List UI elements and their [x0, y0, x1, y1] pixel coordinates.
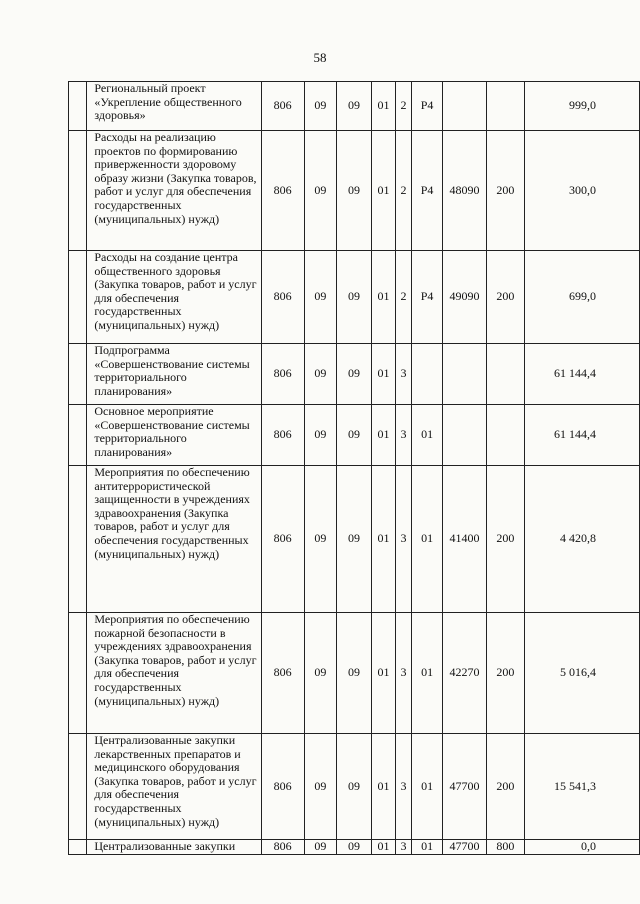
- cell-ministry-code: 806: [261, 251, 304, 344]
- table-row: [69, 840, 640, 855]
- blank-cell: [69, 840, 87, 855]
- cell-subprogram: 3: [395, 466, 412, 613]
- cell-section: 09: [304, 840, 336, 855]
- cell-section: 09: [304, 613, 336, 734]
- cell-program: 01: [372, 82, 396, 131]
- cell-expense-type: [487, 405, 524, 466]
- table-row: [69, 344, 640, 405]
- cell-subsection: 09: [336, 251, 371, 344]
- cell-section: 09: [304, 82, 336, 131]
- cell-subprogram: 2: [395, 251, 412, 344]
- page-number: 58: [313, 50, 327, 65]
- cell-activity: P4: [412, 251, 442, 344]
- cell-subsection: 09: [336, 131, 371, 251]
- cell-ministry-code: 806: [261, 613, 304, 734]
- cell-ministry-code: 806: [261, 840, 304, 855]
- cell-direction: [442, 344, 487, 405]
- budget-table: [68, 81, 640, 855]
- cell-amount: 15 541,3: [524, 734, 639, 840]
- cell-subsection: 09: [336, 613, 371, 734]
- cell-amount: 61 144,4: [524, 405, 639, 466]
- cell-expense-type: 200: [487, 734, 524, 840]
- cell-direction: 47700: [442, 840, 487, 855]
- cell-amount: 0,0: [524, 840, 639, 855]
- blank-cell: [69, 131, 87, 251]
- cell-expense-type: [487, 344, 524, 405]
- cell-expense-type: 200: [487, 466, 524, 613]
- cell-amount: 61 144,4: [524, 344, 639, 405]
- row-name: Региональный проект «Укрепление общественного здоровья»: [87, 82, 261, 131]
- cell-subprogram: 3: [395, 405, 412, 466]
- cell-program: 01: [372, 405, 396, 466]
- cell-activity: [412, 344, 442, 405]
- table-row: [69, 613, 640, 734]
- cell-subsection: 09: [336, 840, 371, 855]
- row-name: Расходы на создание центра общественного здоровья (Закупка товаров, работ и услуг для обеспечения государственных (муниципальных) нужд): [87, 251, 261, 344]
- table-row: [69, 131, 640, 251]
- row-name: Централизованные закупки лекарственных препаратов и медицинского оборудования (Закупка товаров, работ и услуг для обеспечения государственных (муниципальных) нужд): [87, 734, 261, 840]
- cell-subprogram: 3: [395, 613, 412, 734]
- cell-program: 01: [372, 344, 396, 405]
- cell-expense-type: 800: [487, 840, 524, 855]
- cell-subprogram: 2: [395, 131, 412, 251]
- cell-subprogram: 3: [395, 840, 412, 855]
- cell-expense-type: 200: [487, 251, 524, 344]
- blank-cell: [69, 613, 87, 734]
- row-name: Централизованные закупки: [87, 840, 261, 855]
- blank-cell: [69, 251, 87, 344]
- table-row: [69, 734, 640, 840]
- cell-activity: 01: [412, 466, 442, 613]
- cell-section: 09: [304, 466, 336, 613]
- cell-direction: 49090: [442, 251, 487, 344]
- cell-section: 09: [304, 405, 336, 466]
- cell-direction: [442, 405, 487, 466]
- blank-cell: [69, 466, 87, 613]
- cell-direction: 47700: [442, 734, 487, 840]
- cell-activity: P4: [412, 131, 442, 251]
- cell-section: 09: [304, 251, 336, 344]
- cell-subsection: 09: [336, 734, 371, 840]
- cell-subprogram: 3: [395, 344, 412, 405]
- table-row: [69, 82, 640, 131]
- cell-direction: 42270: [442, 613, 487, 734]
- cell-program: 01: [372, 466, 396, 613]
- cell-section: 09: [304, 131, 336, 251]
- table-row: [69, 405, 640, 466]
- cell-subsection: 09: [336, 405, 371, 466]
- cell-section: 09: [304, 344, 336, 405]
- cell-program: 01: [372, 613, 396, 734]
- cell-ministry-code: 806: [261, 734, 304, 840]
- row-name: Расходы на реализацию проектов по формированию приверженности здоровому образу жизни (Закупка товаров, работ и услуг для обеспечения государственных (муниципальных) нужд): [87, 131, 261, 251]
- row-name: Мероприятия по обеспечению антитеррористической защищенности в учреждениях здравоохранения (Закупка товаров, работ и услуг для обеспечения государственных (муниципальных) нужд): [87, 466, 261, 613]
- cell-subsection: 09: [336, 344, 371, 405]
- cell-section: 09: [304, 734, 336, 840]
- cell-ministry-code: 806: [261, 131, 304, 251]
- blank-cell: [69, 405, 87, 466]
- cell-activity: 01: [412, 840, 442, 855]
- blank-cell: [69, 734, 87, 840]
- cell-program: 01: [372, 251, 396, 344]
- table-row: [69, 251, 640, 344]
- row-name: Подпрограмма «Совершенствование системы территориального планирования»: [87, 344, 261, 405]
- cell-program: 01: [372, 734, 396, 840]
- blank-cell: [69, 344, 87, 405]
- table-row: [69, 466, 640, 613]
- cell-activity: 01: [412, 405, 442, 466]
- cell-activity: P4: [412, 82, 442, 131]
- cell-program: 01: [372, 131, 396, 251]
- cell-subprogram: 2: [395, 82, 412, 131]
- cell-subprogram: 3: [395, 734, 412, 840]
- cell-activity: 01: [412, 613, 442, 734]
- cell-expense-type: [487, 82, 524, 131]
- row-name: Мероприятия по обеспечению пожарной безопасности в учреждениях здравоохранения (Закупка товаров, работ и услуг для обеспечения государственных (муниципальных) нужд): [87, 613, 261, 734]
- cell-activity: 01: [412, 734, 442, 840]
- cell-ministry-code: 806: [261, 344, 304, 405]
- cell-amount: 4 420,8: [524, 466, 639, 613]
- cell-direction: [442, 82, 487, 131]
- cell-ministry-code: 806: [261, 466, 304, 613]
- cell-amount: 5 016,4: [524, 613, 639, 734]
- cell-expense-type: 200: [487, 613, 524, 734]
- cell-ministry-code: 806: [261, 405, 304, 466]
- row-name: Основное мероприятие «Совершенствование системы территориального планирования»: [87, 405, 261, 466]
- cell-ministry-code: 806: [261, 82, 304, 131]
- cell-direction: 41400: [442, 466, 487, 613]
- cell-subsection: 09: [336, 466, 371, 613]
- blank-cell: [69, 82, 87, 131]
- cell-program: 01: [372, 840, 396, 855]
- cell-subsection: 09: [336, 82, 371, 131]
- cell-amount: 300,0: [524, 131, 639, 251]
- cell-amount: 999,0: [524, 82, 639, 131]
- cell-expense-type: 200: [487, 131, 524, 251]
- cell-amount: 699,0: [524, 251, 639, 344]
- cell-direction: 48090: [442, 131, 487, 251]
